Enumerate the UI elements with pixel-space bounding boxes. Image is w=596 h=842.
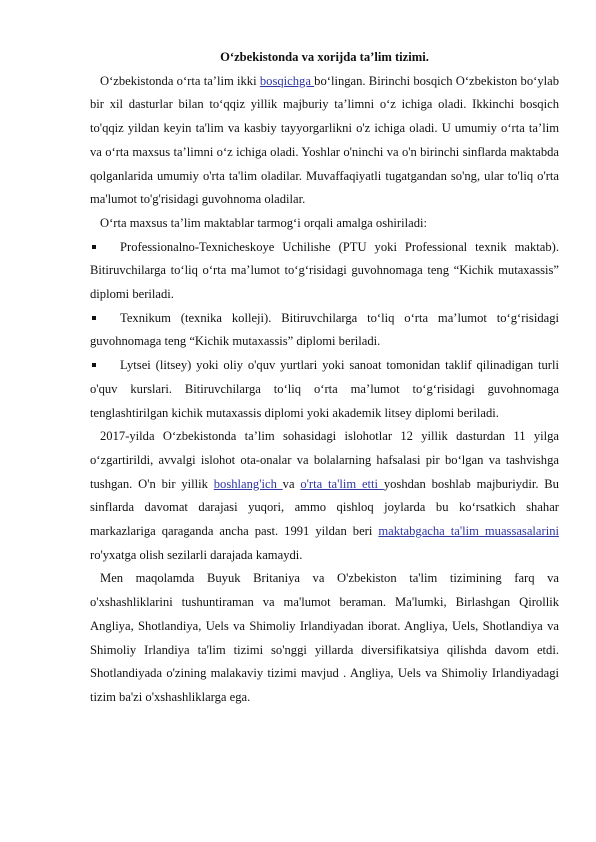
paragraph-intro (90, 70, 559, 212)
paragraph-reforms-text-2: va (282, 476, 301, 491)
list-item-text: Professionalno-Texnicheskoye Uchilishe (PTU yoki Professional texnik maktab). Bitiruvchilarga to‘liq o‘rta ma’lumot to‘g‘risidagi guvohnomaga teng “Kichik mutaxassis” diplomi beriladi. (90, 239, 559, 302)
paragraph-schools-network: O‘rta maxsus ta’lim maktablar tarmog‘i orqali amalga oshiriladi: (100, 215, 427, 230)
paragraph-reforms-text-3: yoshdan boshlab majburiydir. Bu sinflarda davomat darajasi yuqori, ammo qishloq joylarda bu ko‘rsatkich shahar markazlariga qaraganda ancha past. 1991 yildan beri (90, 476, 559, 539)
paragraph-reforms (90, 425, 559, 567)
paragraph-reforms-text-1: 2017-yilda O‘zbekistonda ta’lim sohasidagi islohotlar 12 yillik dasturdan 11 yilga o‘zgartirildi, avvalgi islohot ota-onalar va bolalarning hafsalasi pir bo‘lgan va tashvishga tushgan. O'n bir yillik (90, 429, 559, 491)
link-maktabgacha[interactable]: maktabgacha ta'lim muassasalarini (378, 524, 559, 539)
list-item (90, 307, 559, 354)
bullet-icon (90, 307, 120, 331)
bullet-icon (90, 236, 120, 260)
list-item (90, 354, 559, 425)
paragraph-intro-text-2: bo‘lingan. Birinchi bosqich O‘zbekiston bo‘ylab bir xil dasturlar bilan to‘qqiz yillik majburiy ta’limni o‘z ichiga oladi. Ikkinchi bosqich to'qqiz yildan keyin ta'lim va kasbiy tayyorgarlikni o'z ichiga oladi. U umumiy o‘rta ta’lim va o‘rta maxsus ta’limni o‘z ichiga oladi. Yoshlar o'ninchi va o'n birinchi sinflarda maktabda qolganlarida umumiy o'rta ta'lim oladilar. Muvaffaqiyatli tugatgandan so'ng, ular to'liq o'rta ma'lumot to'g'risidagi guvohnoma oladilar. (90, 73, 560, 207)
list-item-text: Texnikum (texnika kolleji). Bitiruvchilarga to‘liq o‘rta ma’lumot to‘g‘risidagi guvohnomaga teng “Kichik mutaxassis” diplomi beriladi. (90, 310, 559, 349)
list-item (90, 236, 559, 307)
paragraph-comparison: Men maqolamda Buyuk Britaniya va O'zbekiston ta'lim tizimining farq va o'xshashliklarini tushuntiraman va ma'lumot beraman. Ma'lumki, Birlashgan Qirollik Angliya, Shotlandiya, Uels va Shimoliy Irlandiyadan iborat. Angliya, Uels, Shotlandiya va Shimoliy Irlandiya ta'lim tizimi so'nggi yillarda diversifikatsiya qilishda davom etdi. Shotlandiyada o'zining malakaviy tizimi mavjud . Angliya, Uels va Shimoliy Irlandiyadagi tizim ba'zi o'xshashliklarga ega. (90, 571, 559, 704)
document-title: O‘zbekistonda va xorijda ta’lim tizimi. (220, 50, 429, 64)
list-item-text: Lytsei (litsey) yoki oliy o'quv yurtlari yoki sanoat tomonidan taklif qilinadigan turli o'quv kurslari. Bitiruvchilarga to‘liq o‘rta ma’lumot to‘g‘risidagi guvohnomaga tenglashtirilgan kichik mutaxassis diplomi yoki akademik litsey diplomi beriladi. (90, 358, 559, 420)
document-page (90, 46, 559, 710)
bullet-icon (90, 354, 120, 378)
paragraph-reforms-text-4: ro'yxatga olish sezilarli darajada kamaydi. (90, 547, 303, 562)
link-boshlangich[interactable]: boshlang'ich (213, 476, 283, 491)
link-orta-talim[interactable]: o'rta ta'lim etti (300, 476, 384, 491)
link-bosqichga[interactable]: bosqichga (259, 73, 315, 88)
paragraph-intro-text-1: O‘zbekistonda o‘rta ta’lim ikki (100, 73, 260, 88)
